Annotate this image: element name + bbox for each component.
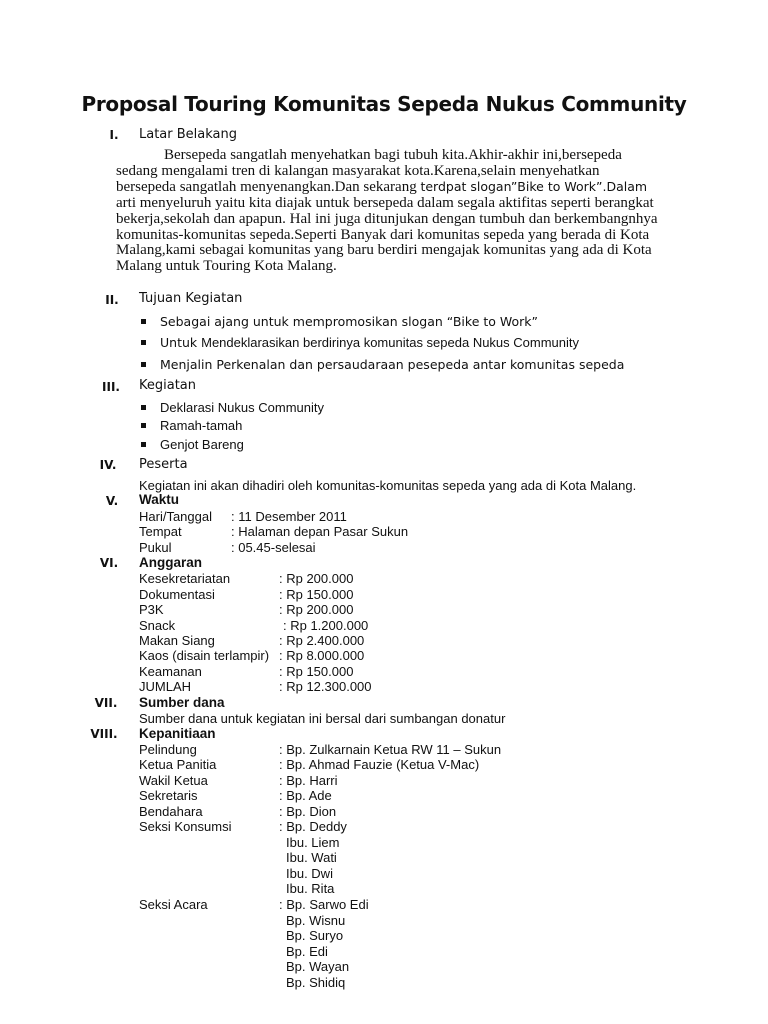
paragraph-line: Malang untuk Touring Kota Malang. <box>116 257 337 274</box>
committee-role: Bendahara <box>139 804 203 819</box>
committee-member: : Bp. Dion <box>279 804 337 819</box>
budget-label: Makan Siang <box>139 633 215 648</box>
committee-member: : Bp. Sarwo Edi <box>279 897 369 912</box>
committee-member: Ibu. Wati <box>286 850 337 865</box>
section-heading-latar-belakang: Latar Belakang <box>139 127 238 142</box>
section-numeral: V. <box>105 494 119 508</box>
section-numeral: VI. <box>99 556 119 570</box>
paragraph-line: Malang,kami sebagai komunitas yang baru berdiri mengajak komunitas yang ada di Kota <box>116 242 652 259</box>
budget-total-value: : Rp 12.300.000 <box>279 679 372 694</box>
budget-label: Keamanan <box>139 664 202 679</box>
budget-label: Kaos (disain terlampir) <box>139 648 270 663</box>
section-numeral: VIII. <box>90 727 118 741</box>
bullet-icon <box>141 442 146 447</box>
peserta-text: Kegiatan ini akan dihadiri oleh komunitas-komunitas sepeda yang ada di Kota Malang. <box>139 478 637 493</box>
committee-member: Bp. Shidiq <box>286 975 346 990</box>
committee-member: : Bp. Deddy <box>279 819 347 834</box>
section-heading-anggaran: Anggaran <box>139 555 203 570</box>
paragraph-line: komunitas-komunitas sepeda.Seperti Banyak dari komunitas sepeda yang berada di Kota <box>116 226 650 243</box>
bullet-icon <box>141 340 146 345</box>
committee-member: : Bp. Ade <box>279 788 332 803</box>
paragraph-line: sedang mengalami tren di kalangan masyarakat kota.Karena,selain menyehatkan <box>116 162 600 179</box>
budget-label: Dokumentasi <box>139 587 215 602</box>
budget-label: P3K <box>139 602 164 617</box>
section-numeral: VII. <box>94 696 118 710</box>
paragraph-line: arti menyeluruh yaitu kita diajak untuk bersepeda dalam segala aktifitas seperti berangkat <box>116 195 654 212</box>
budget-value: : Rp 8.000.000 <box>279 648 365 663</box>
committee-member: Bp. Edi <box>286 944 328 959</box>
paragraph-line: bekerja,sekolah dan apapun. Hal ini juga ditunjukan dengan tumbuh dan berkembangnhya <box>116 210 658 227</box>
bullet-icon <box>141 319 146 324</box>
paragraph-line: terdpat slogan”Bike to Work”.Dalam <box>420 179 648 195</box>
bullet-icon <box>141 362 146 367</box>
section-numeral: III. <box>102 380 120 394</box>
bullet-icon <box>141 405 146 410</box>
section-numeral: IV. <box>99 458 117 472</box>
committee-role: Sekretaris <box>139 788 198 803</box>
committee-role: Pelindung <box>139 742 197 757</box>
section-heading-tujuan: Tujuan Kegiatan <box>139 291 243 306</box>
committee-member: Bp. Wayan <box>286 959 350 974</box>
committee-member: : Bp. Ahmad Fauzie (Ketua V-Mac) <box>279 757 480 772</box>
waktu-value: : Halaman depan Pasar Sukun <box>231 524 409 539</box>
budget-value: : Rp 150.000 <box>279 587 354 602</box>
section-heading-waktu: Waktu <box>139 492 179 507</box>
committee-member: Ibu. Liem <box>286 835 340 850</box>
committee-member: Bp. Suryo <box>286 928 344 943</box>
section-heading-peserta: Peserta <box>139 457 188 472</box>
waktu-value: : 11 Desember 2011 <box>231 509 347 524</box>
list-item: Genjot Bareng <box>141 437 244 452</box>
paragraph-line: bersepeda sangatlah menyenangkan.Dan sekarang <box>116 179 421 196</box>
budget-value: : Rp 200.000 <box>279 602 354 617</box>
latar-belakang-paragraph <box>116 148 676 275</box>
committee-role: Seksi Konsumsi <box>139 819 232 834</box>
budget-value: : Rp 200.000 <box>279 571 354 586</box>
budget-label: Kesekretariatan <box>139 571 231 586</box>
committee-member: : Bp. Harri <box>279 773 338 788</box>
section-heading-kepanitiaan: Kepanitiaan <box>139 726 216 741</box>
committee-member: : Bp. Zulkarnain Ketua RW 11 – Sukun <box>279 742 502 757</box>
budget-value: : Rp 1.200.000 <box>283 618 369 633</box>
list-item: Untuk Mendeklarasikan berdirinya komunitas sepeda Nukus Community <box>141 335 579 350</box>
list-item: Menjalin Perkenalan dan persaudaraan pesepeda antar komunitas sepeda <box>141 357 624 372</box>
waktu-value: : 05.45-selesai <box>231 540 316 555</box>
budget-label: Snack <box>139 618 176 633</box>
bullet-icon <box>141 423 146 428</box>
budget-value: : Rp 150.000 <box>279 664 354 679</box>
waktu-label: Tempat <box>139 524 182 539</box>
paragraph-line: Bersepeda sangatlah menyehatkan bagi tubuh kita.Akhir-akhir ini,bersepeda <box>164 147 622 163</box>
section-numeral: I. <box>109 128 119 142</box>
waktu-label: Hari/Tanggal <box>139 509 212 524</box>
list-item: Deklarasi Nukus Community <box>141 400 324 415</box>
document-title: Proposal Touring Komunitas Sepeda Nukus Community <box>81 92 687 116</box>
section-numeral: II. <box>105 293 119 307</box>
budget-value: : Rp 2.400.000 <box>279 633 365 648</box>
list-item: Sebagai ajang untuk mempromosikan slogan “Bike to Work” <box>141 314 538 329</box>
committee-role: Wakil Ketua <box>139 773 208 788</box>
section-heading-sumber-dana: Sumber dana <box>139 695 225 710</box>
committee-member: Bp. Wisnu <box>286 913 346 928</box>
committee-role: Seksi Acara <box>139 897 208 912</box>
budget-total-label: JUMLAH <box>139 679 192 694</box>
list-item: Ramah-tamah <box>141 418 242 433</box>
committee-member: Ibu. Rita <box>286 881 335 896</box>
committee-role: Ketua Panitia <box>139 757 217 772</box>
sumber-dana-text: Sumber dana untuk kegiatan ini bersal dari sumbangan donatur <box>139 711 506 726</box>
committee-member: Ibu. Dwi <box>286 866 333 881</box>
section-heading-kegiatan: Kegiatan <box>139 378 197 393</box>
waktu-label: Pukul <box>139 540 172 555</box>
